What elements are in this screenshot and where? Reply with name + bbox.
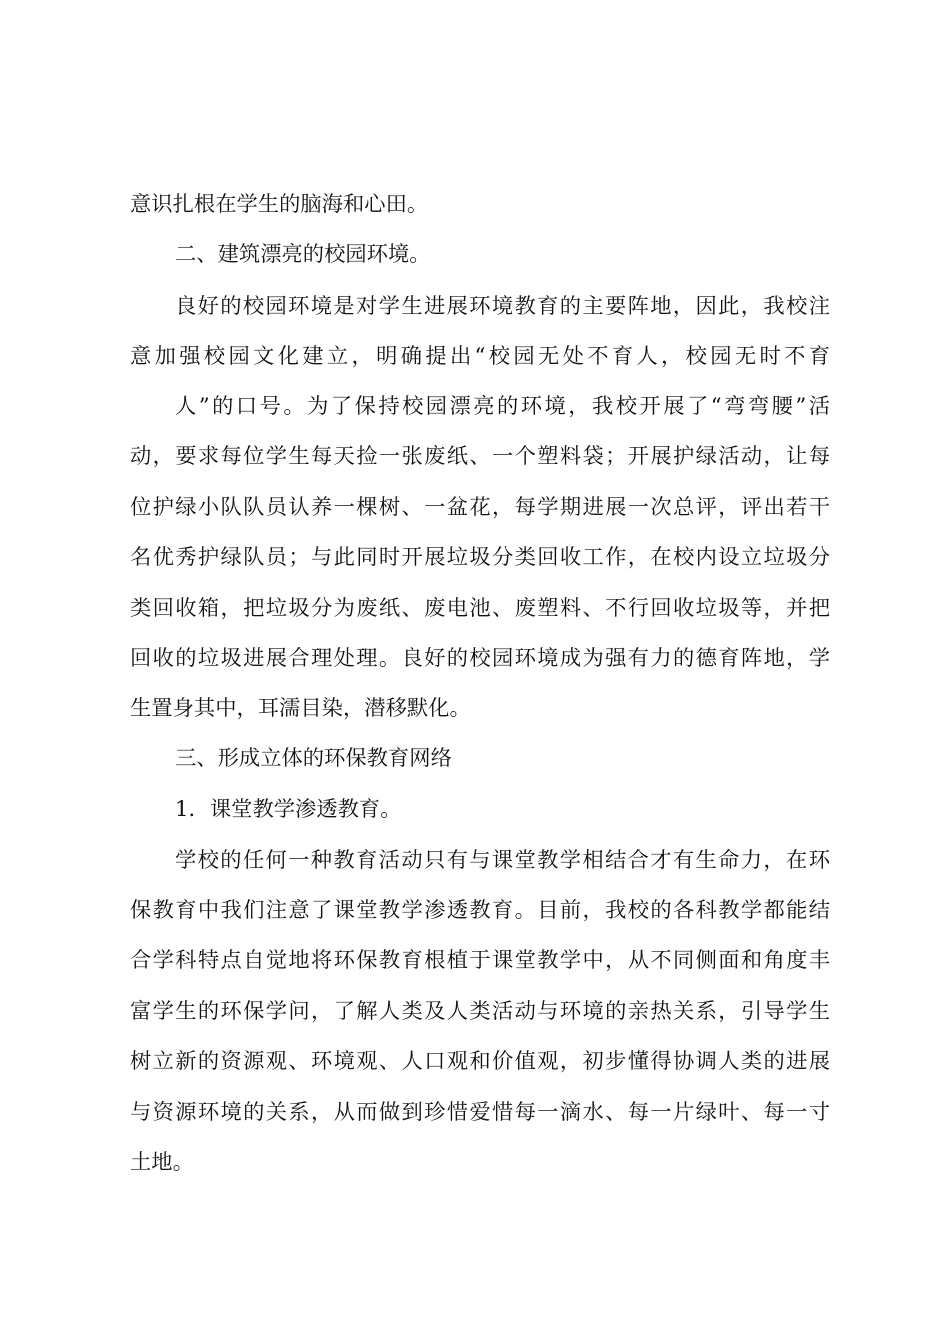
text-line: 回收的垃圾进展合理处理。良好的校园环境成为强有力的德育阵地，学 <box>130 646 830 671</box>
text-line: 动，要求每位学生每天捡一张废纸、一个塑料袋；开展护绿活动，让每 <box>130 444 830 469</box>
text-line: 学校的任何一种教育活动只有与课堂教学相结合才有生命力，在环 <box>175 848 830 873</box>
text-line: 良好的校园环境是对学生进展环境教育的主要阵地，因此，我校注 <box>175 294 830 319</box>
text-line: 与资源环境的关系，从而做到珍惜爱惜每一滴水、每一片绿叶、每一寸 <box>130 1100 830 1125</box>
text-line: 意加强校园文化建立，明确提出“校园无处不育人，校园无时不育 <box>130 344 830 369</box>
text-line: 意识扎根在学生的脑海和心田。 <box>130 192 429 217</box>
text-line: 保教育中我们注意了课堂教学渗透教育。目前，我校的各科教学都能结 <box>130 898 830 923</box>
section-heading: 二、建筑漂亮的校园环境。 <box>175 242 431 267</box>
text-line: 土地。 <box>130 1150 194 1175</box>
section-heading: 三、形成立体的环保教育网络 <box>175 746 452 771</box>
text-line: 位护绿小队队员认养一棵树、一盆花，每学期进展一次总评，评出若干 <box>130 495 830 520</box>
subsection-heading: 1．课堂教学渗透教育。 <box>175 797 402 822</box>
text-line: 生置身其中，耳濡目染，潜移默化。 <box>130 696 471 721</box>
text-line: 树立新的资源观、环境观、人口观和价值观，初步懂得协调人类的进展 <box>130 1049 830 1074</box>
text-line: 合学科特点自觉地将环保教育根植于课堂教学中，从不同侧面和角度丰 <box>130 948 830 973</box>
text-line: 人”的口号。为了保持校园漂亮的环境，我校开展了“弯弯腰”活 <box>175 394 830 419</box>
text-line: 类回收箱，把垃圾分为废纸、废电池、废塑料、不行回收垃圾等，并把 <box>130 596 830 621</box>
text-line: 名优秀护绿队员；与此同时开展垃圾分类回收工作，在校内设立垃圾分 <box>130 545 830 570</box>
text-line: 富学生的环保学问，了解人类及人类活动与环境的亲热关系，引导学生 <box>130 999 830 1024</box>
